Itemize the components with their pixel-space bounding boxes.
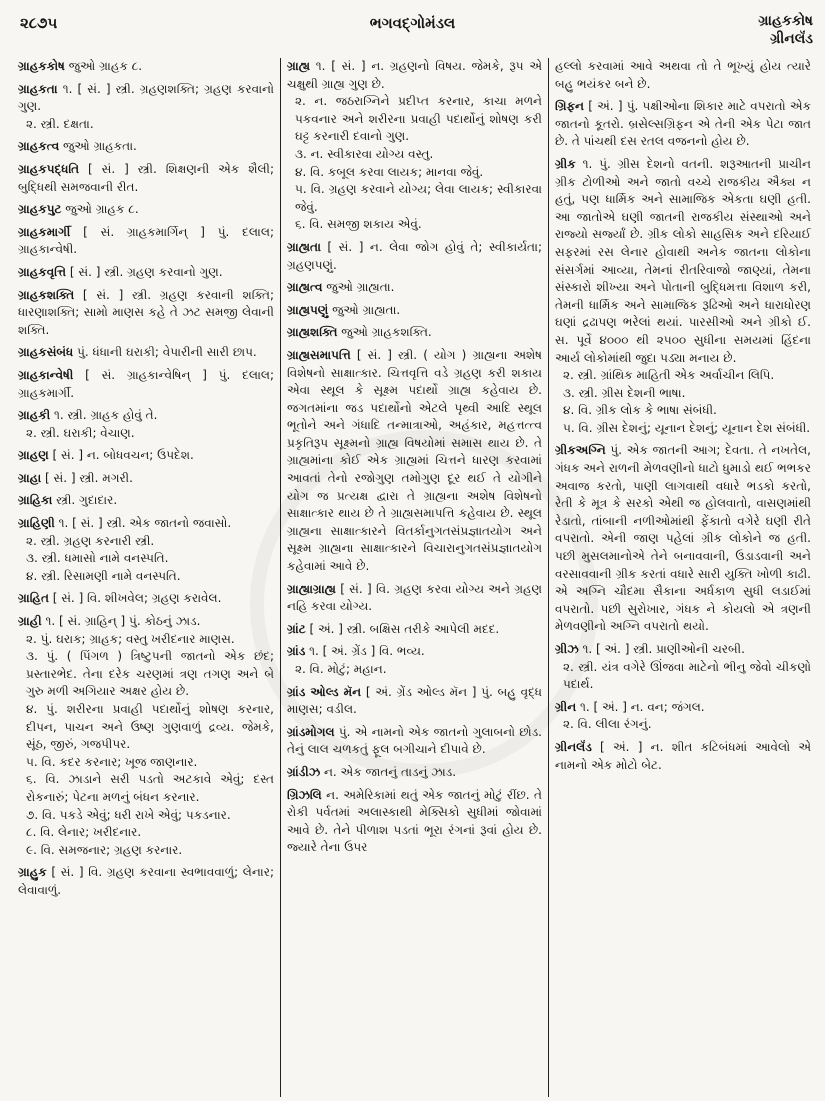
entry-headword: ગ્રાહ્યપણું bbox=[287, 302, 329, 317]
entry-sense: ૪. પું. શરીરના પ્રવાહી પદાર્થોનું શોષણ કરનાર, દીપન, પાચન અને ઉષ્ણ ગુણવાળું દ્રવ્ય. જેમકે, સૂંઠ, જીરું, ગજપીપર. bbox=[26, 702, 274, 752]
dictionary-entry bbox=[18, 81, 274, 134]
dictionary-entry bbox=[287, 643, 542, 678]
entry-headword: ગ્રાહકત્વ bbox=[18, 139, 60, 154]
entry-definition: [ સં. ] ન. બોધવચન; ઉપદેશ. bbox=[48, 448, 194, 463]
dictionary-entry bbox=[287, 581, 542, 616]
entry-sense: ૬. વિ. ઝાડાને સરી પડતો અટકાવે એવું; દસ્ત રોકનારું; પેટના મળનું બંધન કરનાર. bbox=[26, 772, 274, 804]
dictionary-entry bbox=[555, 442, 811, 636]
dictionary-entry bbox=[287, 347, 542, 576]
entry-sense: ૨. સ્ત્રી. ગ્રહણ કરનારી સ્ત્રી. bbox=[26, 533, 155, 548]
entry-headword: ગ્રિફન bbox=[555, 99, 584, 114]
column-3 bbox=[548, 58, 817, 1097]
entry-sense: ૬. વિ. સમજી શકાય એવું. bbox=[295, 217, 422, 232]
entry-definition: [ અં. ] પું. પક્ષીઓના શિકાર માટે વપરાતો એક જાતનો કૂતરો. બ્રસેલ્સગ્રિફન એ તેની એક પેટા જાત છે. તે પાંચથી દસ રતલ વજનનો હોય છે. bbox=[555, 99, 811, 149]
dictionary-entry bbox=[287, 684, 542, 719]
entry-definition: જુઓ ગ્રાહ્યતા. bbox=[322, 280, 395, 295]
entry-headword: ગ્રિઝલિ bbox=[287, 787, 322, 802]
column-1 bbox=[12, 58, 280, 1097]
dictionary-entry bbox=[18, 492, 274, 510]
page-number: ૨૮૭૫ bbox=[20, 14, 58, 32]
entry-definition: ૧. પું. ગ્રીસ દેશનો વતની. શરૂઆતની પ્રાચીન ગ્રીક ટોળીઓ અને જાતો વચ્ચે રાજકીય ઐક્ય ન હતું, પણ ધાર્મિક અને સામાજિક એકતા ઘણી હતી. આ જાતોએ ઘણી જાતની રાજકીય સંસ્થાઓ અને રાજ્યો સર્જ્યાં છે. ગ્રીક લોકો સાહસિક અને દરિયાઈ સફરમાં રસ લેનાર હોવાથી અનેક જાતના લોકોના સંસર્ગમાં આવ્યા, તેમનાં રીતરિવાજો જાણ્યાં, તેમના સંસ્કારો શીખ્યા અને પોતાની બુદ્ધિમત્તા વિશાળ કરી, તેમની ધાર્મિક અને સામાજિક રૂઢિઓ અને ધારાધોરણ ઘણાં દ્રઢાપણ ભરેલાં થયાં. પારસીઓ અને ગ્રીકો ઈ. સ. પૂર્વે ૪૦૦૦ થી ૨૫૦૦ સુધીના સમયમાં હિંદના આર્ય લોકોમાંથી જુદા પડ્યા મનાય છે. bbox=[555, 156, 811, 365]
column-2 bbox=[280, 58, 548, 1097]
entry-definition: [ સં. ] ન. લેવા જોગ હોવું તે; સ્વીકાર્યતા; ગ્રહણપણું. bbox=[287, 239, 542, 272]
entry-sense: ૨. પું. ઘરાક; ગ્રાહક; વસ્તુ ખરીદનાર માણસ. bbox=[26, 631, 235, 646]
entry-sense: ૯. વિ. સમજનાર; ગ્રહણ કરનાર. bbox=[26, 842, 183, 857]
entry-sense: ૩. સ્ત્રી. ગ્રીસ દેશની ભાષા. bbox=[563, 385, 686, 400]
entry-sense: ૨. સ્ત્રી. યંત્ર વગેરે ઊંજવા માટેનો ભીનુ જેવો ચીકણો પદાર્થ. bbox=[563, 659, 811, 692]
entry-definition: [ અં. ગ્રેંડ ઓલ્ડ મૅન ] પું. બહુ વૃદ્ધ માણસ; વડીલ. bbox=[287, 684, 542, 717]
entry-headword: ગ્રાહકમાર્ગી bbox=[18, 224, 71, 239]
entry-headword: ગ્રાંડ ઓલ્ડ મૅન bbox=[287, 684, 362, 699]
entry-headword: ગ્રાહિકા bbox=[18, 493, 53, 508]
entry-headword: ગ્રાહ્યત્વ bbox=[287, 280, 323, 295]
entry-sense: ૨. સ્ત્રી. ગ્રાંથિક માહિતી એક અર્વાચીન લિપિ. bbox=[563, 368, 775, 383]
entry-definition: પું. એ નામનો એક જાતનો ગુલાબનો છોડ. તેનું લાલ ચળકતું ફૂલ બગીચાને દીપાવે છે. bbox=[287, 724, 542, 757]
entry-headword: ગ્રાહ્યસમાપત્તિ bbox=[287, 347, 351, 362]
dictionary-entry bbox=[18, 264, 274, 282]
dictionary-entry bbox=[555, 98, 811, 151]
dictionary-entry bbox=[18, 864, 274, 899]
entry-definition: [ સં. ] વિ. ગ્રહણ કરવા યોગ્ય અને ગ્રહણ નહિ કરવા યોગ્ય. bbox=[287, 581, 542, 614]
entry-headword: ગ્રાહુક bbox=[18, 865, 47, 880]
entry-sense: ૨. સ્ત્રી. ઘરાકી; વેચાણ. bbox=[26, 425, 135, 440]
dictionary-entry bbox=[287, 302, 542, 320]
entry-headword: ગ્રીક bbox=[555, 156, 576, 171]
entry-definition: ન. એક જાતનું તાડનું ઝાડ. bbox=[320, 764, 457, 779]
entry-sense: ૮. વિ. લેનાર; ખરીદનાર. bbox=[26, 825, 142, 840]
entry-headword: ગ્રાંડીઝ bbox=[287, 764, 321, 779]
dictionary-entry bbox=[287, 764, 542, 782]
entry-definition: ૧. [ સં. ] સ્ત્રી. એક જાતનો જવાસો. bbox=[54, 516, 232, 531]
entry-headword: ગ્રાહકાન્વેષી bbox=[18, 367, 74, 382]
entry-headword: ગ્રાહી bbox=[18, 614, 42, 629]
dictionary-entry bbox=[18, 344, 274, 362]
entry-headword: ગ્રાહિણી bbox=[18, 516, 55, 531]
entry-headword: ગ્રાહકવૃત્તિ bbox=[18, 264, 67, 279]
entry-definition: [ સં. ] સ્ત્રી. ગ્રહણ કરવાનો ગુણ. bbox=[66, 264, 223, 279]
entry-definition: જુઓ ગ્રાહક ૮. bbox=[61, 202, 139, 217]
dictionary-entry bbox=[287, 724, 542, 759]
entry-sense: ૩. ન. સ્વીકારવા યોગ્ય વસ્તુ. bbox=[295, 146, 434, 161]
entry-columns bbox=[12, 58, 817, 1097]
entry-headword: ગ્રાંડમોગલ bbox=[287, 724, 335, 739]
entry-sense: ૩. પું. ( પિંગળ ) ત્રિષ્ટુપની જાતનો એક છંદ; પ્રસ્તારભેદ. તેના દરેક ચરણમાં ત્રણ તગણ અને બે ગુરુ મળી અગિયાર અક્ષર હોય છે. bbox=[26, 649, 274, 699]
entry-headword: ગ્રાહકશક્તિ bbox=[18, 287, 75, 302]
entry-headword: ગ્રાહા bbox=[18, 470, 42, 485]
entry-headword: ગ્રાહ્યતા bbox=[287, 239, 321, 254]
entry-headword: ગ્રીઝ bbox=[555, 642, 579, 656]
dictionary-entry bbox=[555, 699, 811, 734]
entry-definition: હલ્લો કરવામાં આવે અથવા તો તે ભૂખ્યું હોય ત્યારે બહુ ભયંકર બને છે. bbox=[555, 59, 811, 91]
dictionary-entry bbox=[18, 470, 274, 488]
entry-definition: [ સં. ] સ્ત્રી. શિક્ષણની એક શૈલી; બુદ્ધિથી સમજવાની રીત. bbox=[18, 161, 274, 194]
dictionary-entry bbox=[555, 739, 811, 774]
entry-definition: સ્ત્રી. ગુદાદાર. bbox=[52, 493, 118, 508]
dictionary-entry bbox=[18, 367, 274, 402]
entry-definition: [ સં. ] વિ. શીખવેલ; ગ્રહણ કરાવેલ. bbox=[48, 591, 222, 606]
entry-headword: ગ્રીન bbox=[555, 699, 577, 714]
entry-definition: [ સં. ] સ્ત્રી. ( યોગ ) ગ્રાહ્યના અશેષ વિશેષનો સાક્ષાત્કાર. ચિત્તવૃત્તિ વડે ગ્રહણ કરી શકાય એવા સ્થૂલ કે સૂક્ષ્મ પદાર્થો ગ્રાહ્ય કહેવાય છે. જગતમાંના જડ પદાર્થોનો એટલે પૃથ્વી આદિ સ્થૂલ ભૂતોને અને ગંધાદિ તન્માત્રાઓ, અહંકાર, મહત્તત્ત્વ પ્રકૃતિરૂપ સૂક્ષ્મનો ગ્રાહ્ય વિષયોમાં સમાસ થાય છે. તે ગ્રાહ્યમાંના કોઈ એક ગ્રાહ્યમાં ચિત્તને ધારણ કરવામાં આવતાં તેનો રજોગુણ તમોગુણ દૂર થઈ તે યોગીને યોગ જ પ્રત્યક્ષ દ્વારા તે ગ્રાહ્યના અશેષ વિશેષનો સાક્ષાત્કાર થાય છે તે ગ્રાહ્યસમાપત્તિ કહેવાય છે. સ્થૂલ ગ્રાહ્યના સાક્ષાત્કારને વિતર્કાનુગતસંપ્રજ્ઞાતયોગ અને સૂક્ષ્મ ગ્રાહ્યના સાક્ષાત્કારને વિચારાનુગતસંપ્રજ્ઞાતયોગ કહેવામાં આવે છે. bbox=[287, 347, 542, 574]
entry-sense: ૨. વિ. લીલા રંગનું. bbox=[563, 717, 652, 732]
entry-definition: ૧. [ સં. ] ન. ગ્રહણનો વિષય. જેમકે, રૂપ એ ચક્ષુથી ગ્રાહ્ય ગુણ છે. bbox=[287, 59, 542, 91]
entry-definition: પું. ધંધાની ઘરાકી; વેપારીની સારી છાપ. bbox=[73, 345, 257, 360]
page-header bbox=[6, 6, 819, 52]
guide-word-last: ગ્રીનલૅંડ bbox=[770, 31, 813, 47]
dictionary-entry bbox=[18, 407, 274, 442]
entry-sense: ૩. સ્ત્રી. ધમાસો નામે વનસ્પતિ. bbox=[26, 551, 169, 566]
entry-headword: ગ્રાહણ bbox=[18, 448, 49, 463]
dictionary-entry bbox=[287, 279, 542, 297]
dictionary-entry bbox=[18, 515, 274, 585]
entry-definition: ૧. [ અં. ] ન. વન; જંગલ. bbox=[576, 699, 705, 714]
entry-headword: ગ્રાહકપુટ bbox=[18, 202, 62, 217]
guide-words bbox=[758, 12, 813, 48]
entry-definition: ૧. [ સં. ગ્રાહિન્ ] પું. કોઠનું ઝાડ. bbox=[41, 614, 201, 629]
entry-definition: [ સં. ] સ્ત્રી. મગરી. bbox=[41, 470, 133, 485]
entry-headword: ગ્રાંટ bbox=[287, 621, 306, 636]
entry-headword: ગ્રાહકકોષ bbox=[18, 59, 65, 73]
entry-sense: ૨. ન. જઠરાગ્નિને પ્રદીપ્ત કરનાર, કાચા મળને પકવનાર અને શરીરના પ્રવાહી પદાર્થોનું શોષણ કરી ઘટ્ટ કરનારી દવાનો ગુણ. bbox=[295, 94, 542, 144]
dictionary-entry bbox=[18, 201, 274, 219]
dictionary-entry bbox=[18, 590, 274, 608]
entry-definition: [ અં. ] ન. શીત કટિબંધમાં આવેલો એ નામનો એક મોટો બેટ. bbox=[555, 739, 811, 772]
entry-headword: ગ્રીકઅગ્નિ bbox=[555, 443, 606, 458]
entry-definition: [ સં. ] વિ. ગ્રહણ કરવાના સ્વભાવવાળું; લેનાર; લેવાવાળું. bbox=[18, 865, 274, 897]
entry-headword: ગ્રાહ્ય bbox=[287, 59, 310, 73]
entry-definition: [ અં. ] સ્ત્રી. બક્ષિસ તરીકે આપેલી મદદ. bbox=[305, 621, 500, 636]
entry-definition: ૧. [ અં. ગ્રેંડ ] વિ. ભવ્ય. bbox=[305, 644, 425, 659]
dictionary-entry bbox=[287, 324, 542, 342]
dictionary-entry bbox=[287, 621, 542, 639]
dictionary-entry bbox=[18, 287, 274, 340]
entry-headword: ગ્રાંડ bbox=[287, 644, 306, 659]
dictionary-entry bbox=[555, 58, 811, 93]
entry-definition: [ સં. ગ્રાહકમાર્ગિન્ ] પું. દલાલ; ગ્રાહકાન્વેષી. bbox=[18, 224, 274, 257]
entry-sense: ૪. સ્ત્રી. રિસામણી નામે વનસ્પતિ. bbox=[26, 568, 181, 583]
dictionary-entry bbox=[287, 58, 542, 234]
entry-definition: [ સં. ગ્રાહકાન્વેષિન્ ] પું. દલાલ; ગ્રાહકમાર્ગી. bbox=[18, 367, 274, 400]
entry-sense: ૫. વિ. ગ્રહણ કરવાને યોગ્ય; લેવા લાયક; સ્વીકારવા જેવું. bbox=[295, 182, 542, 214]
dictionary-entry bbox=[18, 138, 274, 156]
entry-headword: ગ્રાહકતા bbox=[18, 81, 58, 96]
entry-definition: ૧. [ સં. ] સ્ત્રી. ગ્રહણશક્તિ; ગ્રહણ કરવાનો ગુણ. bbox=[18, 81, 274, 114]
entry-sense: ૭. વિ. પકડે એવું; ધરી રાખે એવું; પકડનાર. bbox=[26, 807, 231, 822]
entry-headword: ગ્રાહકપદ્ધતિ bbox=[18, 161, 80, 176]
entry-sense: ૪. વિ. કબૂલ કરવા લાયક; માનવા જેવું. bbox=[295, 164, 484, 179]
running-title: ભગવદ્ગોમંડલ bbox=[369, 14, 456, 32]
dictionary-entry bbox=[18, 224, 274, 259]
dictionary-entry bbox=[555, 156, 811, 438]
entry-definition: [ સં. ] સ્ત્રી. ગ્રહણ કરવાની શક્તિ; ધારણાશક્તિ; સામો માણસ કહે તે ઝટ સમજી લેવાની શક્તિ. bbox=[18, 287, 274, 337]
entry-sense: ૨. સ્ત્રી. દક્ષતા. bbox=[26, 116, 94, 131]
entry-definition: જુઓ ગ્રાહકતા. bbox=[59, 139, 137, 154]
entry-headword: ગ્રાહકી bbox=[18, 408, 51, 423]
dictionary-entry bbox=[287, 239, 542, 274]
entry-sense: ૨. વિ. મોટું; મહાન. bbox=[295, 662, 387, 676]
entry-sense: ૫. વિ. કદર કરનાર; ખૂજ જાણનાર. bbox=[26, 754, 198, 769]
entry-sense: ૫. વિ. ગ્રીસ દેશનું; યૂનાન દેશનું; યૂનાન દેશ સંબંધી. bbox=[563, 420, 811, 435]
entry-headword: ગ્રાહિત bbox=[18, 591, 49, 606]
entry-headword: ગ્રાહ્યશક્તિ bbox=[287, 325, 338, 340]
entry-definition: જુઓ ગ્રાહકશક્તિ. bbox=[337, 325, 432, 340]
entry-headword: ગ્રીનલૅંડ bbox=[555, 739, 592, 754]
dictionary-entry bbox=[287, 787, 542, 857]
dictionary-entry bbox=[18, 58, 274, 76]
guide-word-first: ગ્રાહકકોષ bbox=[758, 13, 813, 29]
entry-definition: જુઓ ગ્રાહ્યતા. bbox=[328, 302, 401, 317]
entry-definition: જુઓ ગ્રાહક ૮. bbox=[64, 59, 143, 73]
dictionary-entry bbox=[18, 613, 274, 859]
entry-sense: ૪. વિ. ગ્રીક લોક કે ભાષા સંબંધી. bbox=[563, 403, 717, 418]
entry-definition: પું. એક જાતની આગ; દેવતા. તે નખતેલ, ગંધક અને રાળની મેળવણીનો ધાટો ધુમાડો થઈ ભભકર અવાજ કરતો, પાણી લાગવાથી વધારે ભડકો કરતો, રેતી કે મૂત્ર કે સરકો એથી જ હોલવાતો, વાસણમાંથી રેડાતો, તાંબાની નળીઓમાંથી ફેંકાતો વગેરે ઘણી રીતે વપરાતો. એની જાણ પહેલાં ગ્રીક લોકોને જ હતી. પછી મુસલમાનોએ તેને બનાવવાની, ઉડાડવાની અને વરસાવવાની ગ્રીક કરતાં વધારે સારી યુક્તિ ખોળી કાઢી. એ અગ્નિ ચૌદમા સૈકાના અર્ધકાળ સુધી લડાઈમાં વપરાતો. પછી સુરોખાર, ગંધક ને કોયલો એ ત્રણની મેળવણીનો અગ્નિ વપરાતો થયો. bbox=[555, 443, 811, 634]
dictionary-entry bbox=[18, 161, 274, 196]
entry-headword: ગ્રાહ્યાગ્રાહ્ય bbox=[287, 581, 336, 596]
dictionary-entry bbox=[555, 641, 811, 694]
entry-definition: ૧. સ્ત્રી. ગ્રાહક હોવું તે. bbox=[50, 408, 158, 423]
entry-headword: ગ્રાહકસંબંધ bbox=[18, 345, 74, 360]
dictionary-entry bbox=[18, 447, 274, 465]
entry-definition: ન. અમેરિકામાં થતું એક જાતનું મોટું રીંછ. તે રોકી પર્વતમાં અલાસ્કાથી મેક્સિકો સુધીમાં જોવામાં આવે છે. તેને પીળાશ પડતાં ભૂરા રંગનાં રૂવાં હોય છે. જ્યારે તેના ઉપર bbox=[287, 787, 542, 855]
entry-definition: ૧. [ અં. ] સ્ત્રી. પ્રાણીઓની ચરબી. bbox=[578, 642, 745, 656]
